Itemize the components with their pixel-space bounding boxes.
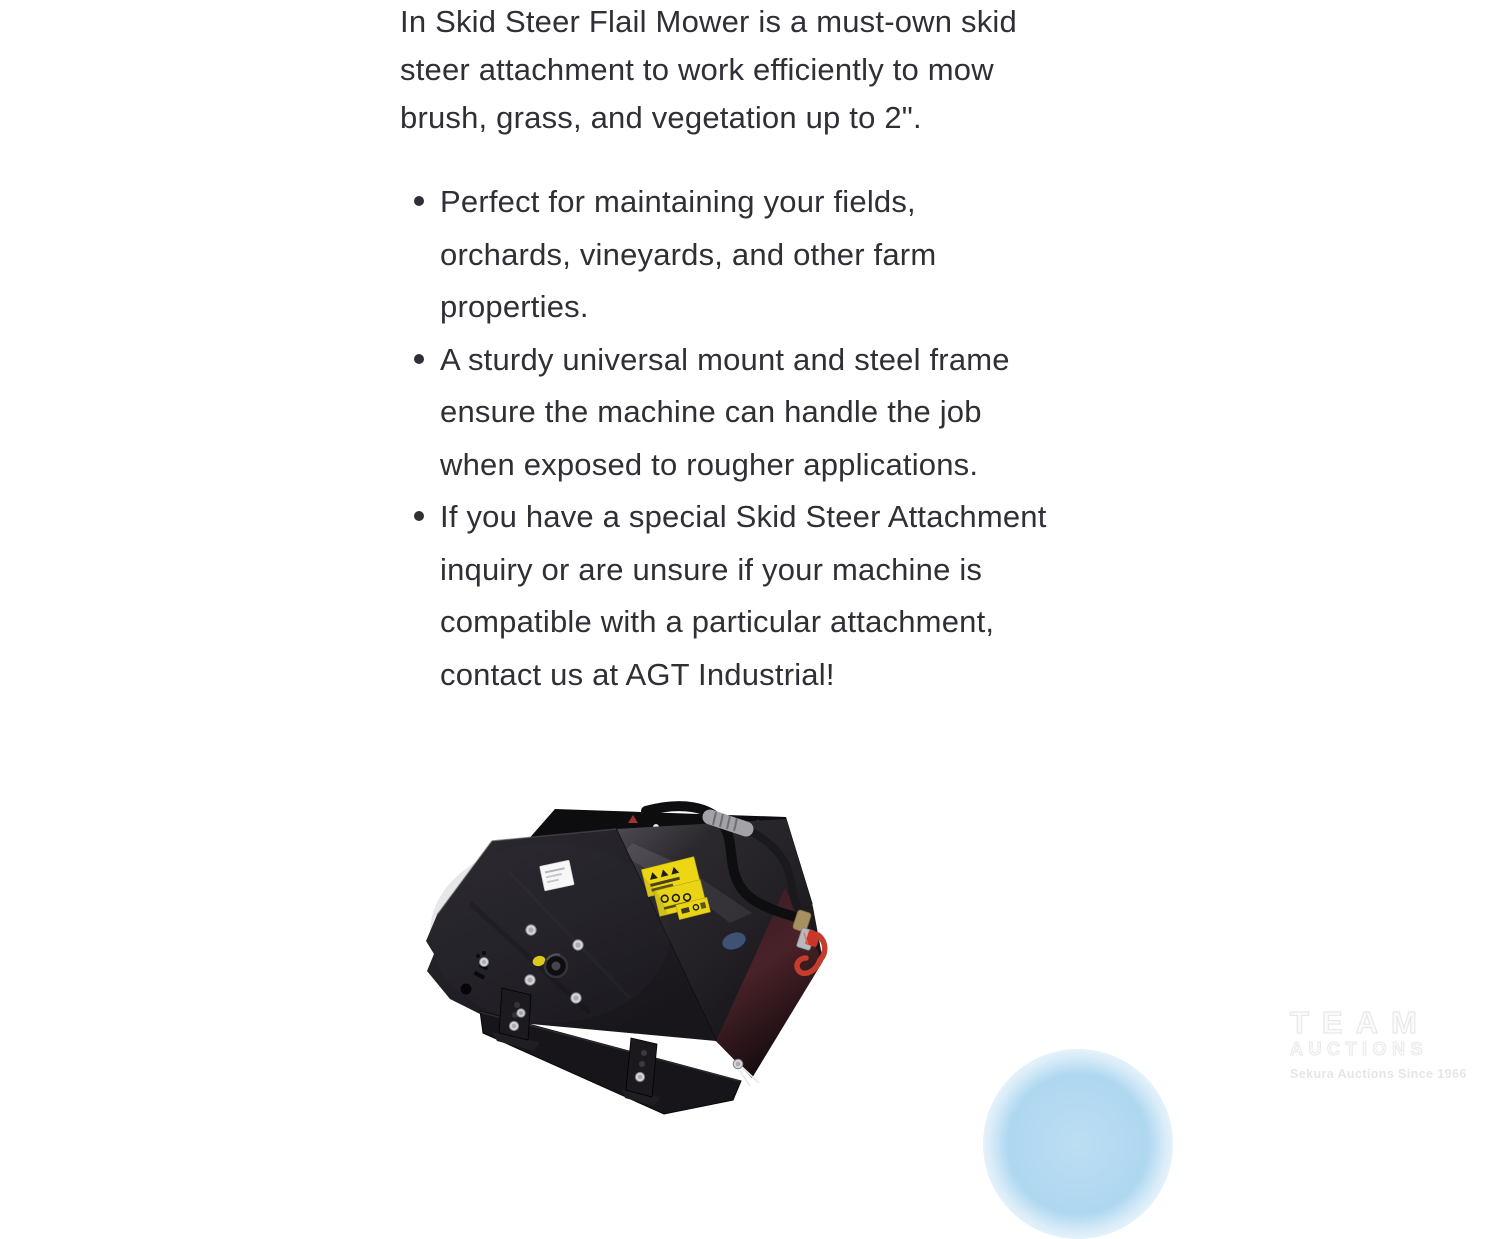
list-item-frame — [400, 334, 1120, 492]
list-line: when exposed to rougher applications. — [440, 446, 979, 482]
paragraph-line: steer attachment to work efficiently to mow — [400, 52, 994, 87]
list-item-fields — [400, 176, 1120, 334]
list-item-contact — [400, 491, 1120, 701]
list-line: ensure the machine can handle the job — [440, 394, 982, 429]
watermark-brand-bottom: AUCTIONS — [1290, 1039, 1428, 1059]
list-line: inquiry or are unsure if your machine is — [440, 551, 983, 587]
watermark-brand-top: TEAM — [1290, 1005, 1430, 1040]
flail-mower-illustration — [400, 783, 840, 1125]
paragraph-line: In Skid Steer Flail Mower is a must-own skid — [400, 4, 1017, 39]
mount-bracket-right — [622, 1038, 660, 1106]
team-auctions-watermark — [1290, 1005, 1467, 1081]
list-line: If you have a special Skid Steer Attachment — [440, 499, 1047, 534]
product-description-paragraph — [400, 0, 1120, 142]
product-description — [400, 0, 1120, 701]
product-photo-flail-mower[interactable] — [400, 783, 840, 1125]
list-line: contact us at AGT Industrial! — [440, 656, 835, 692]
feature-list — [400, 176, 1120, 701]
list-line: orchards, vineyards, and other farm — [440, 236, 937, 272]
list-line: properties. — [440, 289, 589, 324]
list-line: compatible with a particular attachment, — [440, 604, 995, 639]
decorative-blue-circle — [983, 1049, 1173, 1239]
list-line: Perfect for maintaining your fields, — [440, 184, 916, 219]
list-line: A sturdy universal mount and steel frame — [440, 341, 1010, 377]
watermark-tagline: Sekura Auctions Since 1966 — [1290, 1067, 1467, 1081]
paragraph-line: brush, grass, and vegetation up to 2". — [400, 100, 922, 135]
